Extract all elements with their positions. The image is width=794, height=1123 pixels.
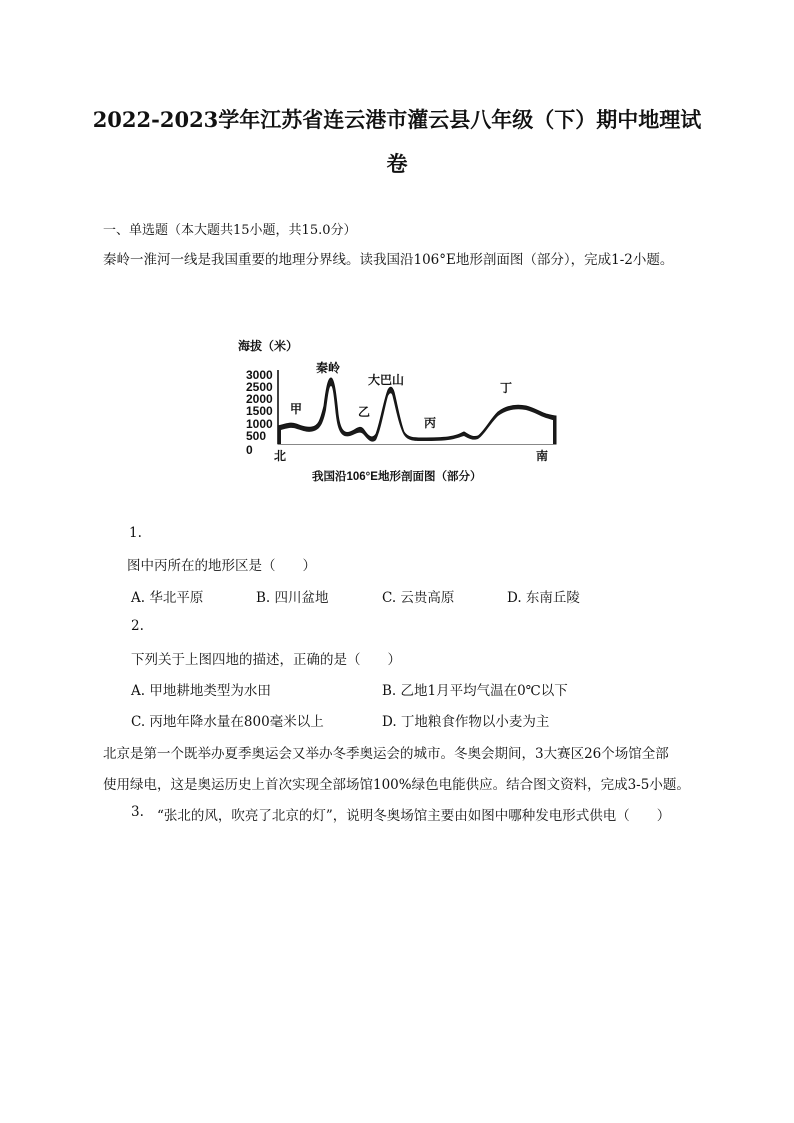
label-dabashan: 大巴山 [368, 373, 405, 387]
terrain-profile-svg [234, 334, 564, 490]
label-ding: 丁 [500, 381, 513, 395]
intro-paragraph-2-line-1: 北京是第一个既举办夏季奥运会又举办冬季奥运会的城市。冬奥会期间，3大赛区26个场馆全部 [103, 746, 669, 762]
q2-option-d[interactable]: D. 丁地粮食作物以小麦为主 [382, 714, 550, 730]
ytick-3000: 3000 [246, 368, 273, 382]
q2-option-c[interactable]: C. 丙地年降水量在800毫米以上 [131, 714, 324, 730]
section-heading: 一、单选题（本大题共15小题，共15.0分） [103, 223, 357, 238]
label-bing: 丙 [424, 416, 437, 430]
q3-number: 3. [131, 804, 144, 820]
label-jia: 甲 [290, 402, 303, 416]
label-qinling: 秦岭 [316, 361, 341, 375]
figure-caption: 我国沿106°E地形剖面图（部分） [312, 471, 482, 483]
q3-stem: “张北的风，吹亮了北京的灯”，说明冬奥场馆主要由如图中哪种发电形式供电（ ） [157, 808, 671, 824]
intro-paragraph-1: 秦岭一淮河一线是我国重要的地理分界线。读我国沿106°E地形剖面图（部分），完成1-2小题。 [103, 252, 674, 268]
ytick-2500: 2500 [246, 380, 273, 394]
terrain-profile-figure [234, 334, 564, 490]
q2-option-a[interactable]: A. 甲地耕地类型为水田 [131, 683, 271, 699]
label-south: 南 [536, 449, 549, 463]
q1-option-d[interactable]: D. 东南丘陵 [507, 590, 580, 606]
q2-number: 2. [131, 618, 144, 634]
title-line-2: 卷 [386, 151, 408, 176]
ytick-1000: 1000 [246, 417, 273, 431]
label-yi: 乙 [358, 405, 371, 419]
title-line-1: 2022-2023学年江苏省连云港市灌云县八年级（下）期中地理试 [92, 107, 702, 132]
q1-option-c[interactable]: C. 云贵高原 [382, 590, 455, 606]
ytick-2000: 2000 [246, 392, 273, 406]
q1-stem: 图中丙所在的地形区是（ ） [127, 558, 316, 574]
figure-ylabel: 海拔（米） [238, 339, 299, 353]
ytick-1500: 1500 [246, 404, 273, 418]
q1-option-a[interactable]: A. 华北平原 [131, 590, 204, 606]
exam-title [90, 98, 704, 186]
q2-stem: 下列关于上图四地的描述，正确的是（ ） [131, 652, 401, 668]
q1-option-b[interactable]: B. 四川盆地 [256, 590, 329, 606]
ytick-0: 0 [246, 443, 253, 457]
q2-option-b[interactable]: B. 乙地1月平均气温在0℃以下 [382, 683, 568, 699]
intro-paragraph-2-line-2: 使用绿电，这是奥运历史上首次实现全部场馆100%绿色电能供应。结合图文资料，完成3-5小题。 [103, 777, 690, 793]
q1-number: 1. [129, 525, 142, 541]
ytick-500: 500 [246, 429, 267, 443]
label-north: 北 [274, 449, 287, 463]
